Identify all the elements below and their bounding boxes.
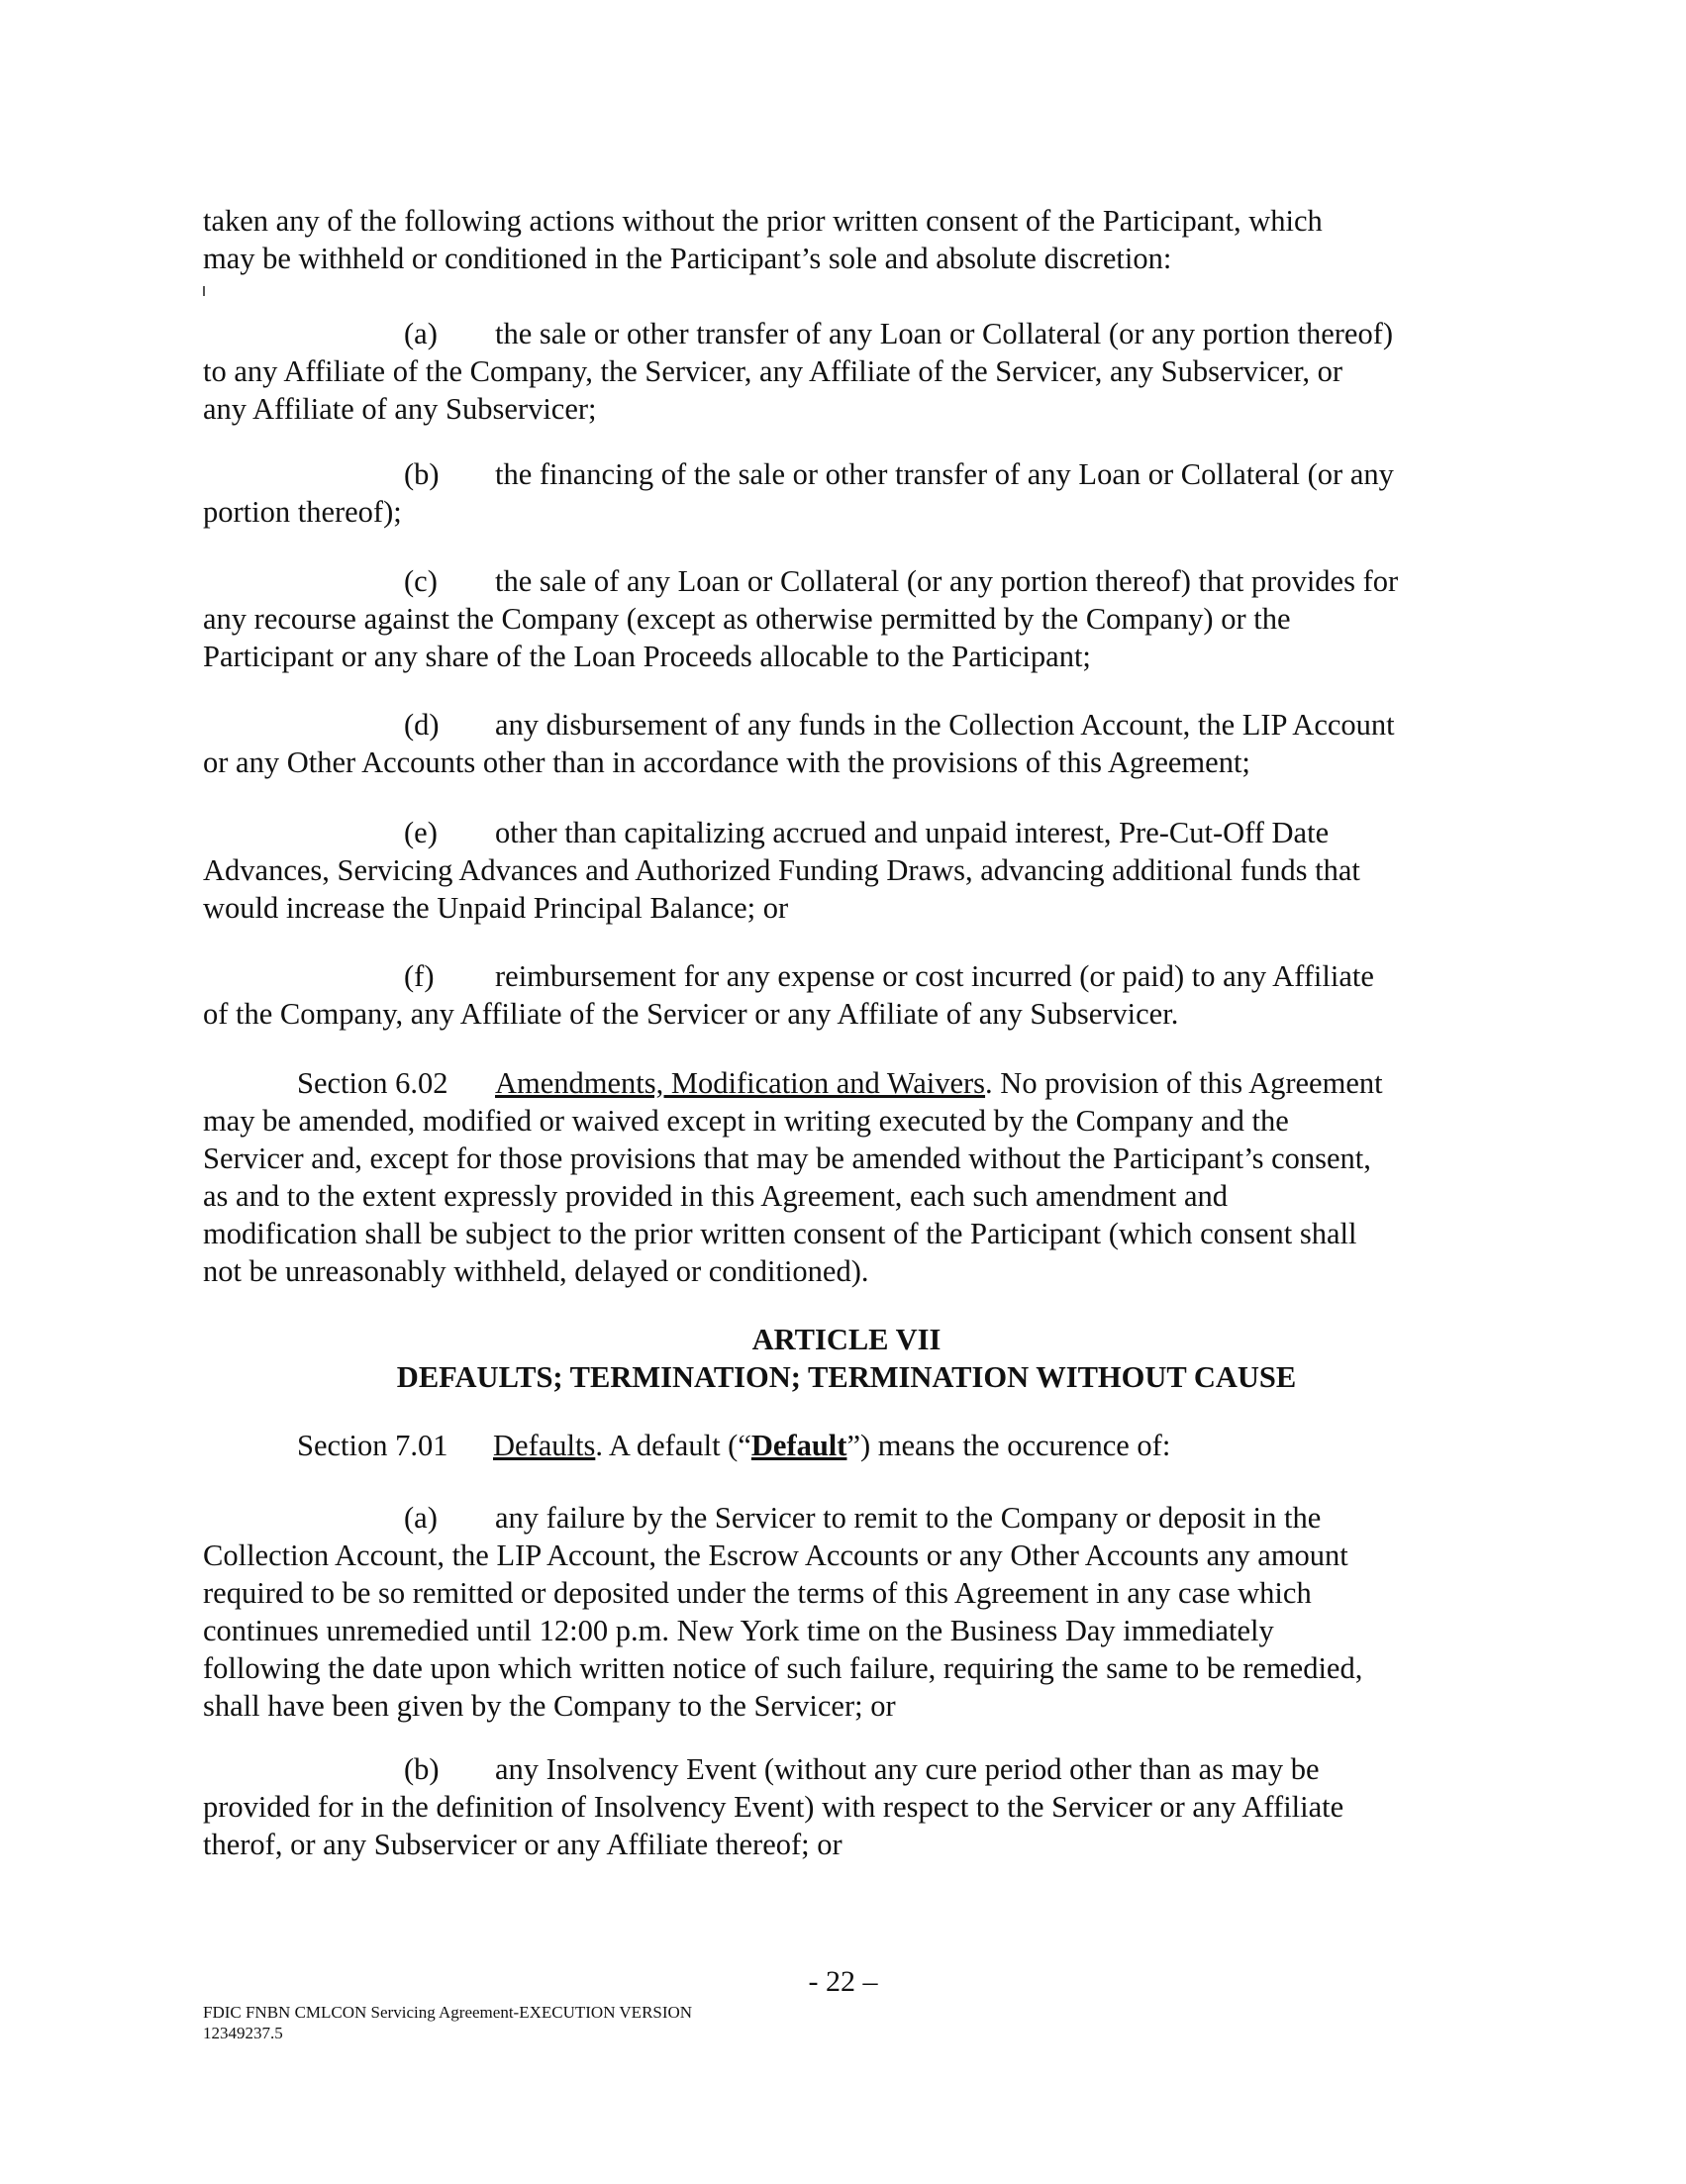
item-label: (c) [404,564,438,598]
margin-mark [203,286,205,296]
intro-line-1: taken any of the following actions without the prior written consent of the Participant, which [203,204,1323,238]
item-label: (b) [404,1752,440,1786]
footer-doc-number: 12349237.5 [203,2024,283,2042]
item-line: of the Company, any Affiliate of the Servicer or any Affiliate of any Subservicer. [203,997,1179,1031]
item-line: to any Affiliate of the Company, the Servicer, any Affiliate of the Servicer, any Subservicer, or [203,354,1343,388]
list-item-c [203,562,1490,675]
item-line: or any Other Accounts other than in accordance with the provisions of this Agreement; [203,745,1250,779]
item-line: would increase the Unpaid Principal Balance; or [203,891,789,925]
item-line: provided for in the definition of Insolvency Event) with respect to the Servicer or any Affiliate [203,1790,1344,1824]
item-line: any Affiliate of any Subservicer; [203,392,597,426]
item-line: portion thereof); [203,495,402,529]
item-first-line: any failure by the Servicer to remit to the Company or deposit in the [495,1501,1322,1535]
section-title: Amendments, Modification and Waivers [495,1066,986,1100]
list-item-f [203,957,1490,1033]
item-line: therof, or any Subservicer or any Affiliate thereof; or [203,1828,843,1861]
intro-line-2: may be withheld or conditioned in the Participant’s sole and absolute discretion: [203,242,1172,275]
article-number: ARTICLE VII [751,1323,942,1356]
section-mid: . A default (“ [595,1429,751,1462]
item-line: required to be so remitted or deposited under the terms of this Agreement in any case which [203,1576,1312,1610]
item-line: Participant or any share of the Loan Proceeds allocable to the Participant; [203,640,1091,673]
item-label: (b) [404,457,440,491]
intro-paragraph [203,202,1490,277]
item-line: continues unremedied until 12:00 p.m. New York time on the Business Day immediately [203,1614,1274,1647]
list-item-a [203,315,1490,428]
item-label: (f) [404,959,435,993]
page-number: - 22 – [808,1965,878,1998]
section-line: modification shall be subject to the prior written consent of the Participant (which consent shall [203,1217,1357,1250]
item-label: (e) [404,816,438,849]
item-label: (a) [404,1501,438,1535]
section-line: as and to the extent expressly provided in this Agreement, each such amendment and [203,1179,1229,1213]
defined-term: Default [750,1429,847,1462]
list-item-b [203,455,1490,531]
item-first-line: reimbursement for any expense or cost incurred (or paid) to any Affiliate [495,959,1374,993]
section-tail: ”) means the occurence of: [846,1429,1171,1462]
item-line: any recourse against the Company (except as otherwise permitted by the Company) or the [203,602,1291,636]
footer-doc-title: FDIC FNBN CMLCON Servicing Agreement-EXECUTION VERSION [203,2003,693,2022]
default-item-b [203,1750,1490,1863]
section-number: Section 7.01 [297,1429,448,1462]
section-7-01 [203,1427,1490,1464]
item-line: shall have been given by the Company to the Servicer; or [203,1689,896,1723]
item-label: (a) [404,317,438,350]
item-first-line: any disbursement of any funds in the Collection Account, the LIP Account [495,708,1395,742]
section-number: Section 6.02 [297,1066,448,1100]
item-first-line: the sale or other transfer of any Loan or Collateral (or any portion thereof) [495,317,1394,350]
section-first-tail: . No provision of this Agreement [985,1066,1383,1100]
item-label: (d) [404,708,440,742]
item-line: Advances, Servicing Advances and Authorized Funding Draws, advancing additional funds that [203,853,1360,887]
section-line: Servicer and, except for those provisions that may be amended without the Participant’s consent, [203,1142,1371,1175]
item-first-line: the financing of the sale or other transfer of any Loan or Collateral (or any [495,457,1394,491]
section-title: Defaults [493,1429,596,1462]
article-title: DEFAULTS; TERMINATION; TERMINATION WITHOUT CAUSE [396,1360,1297,1394]
item-first-line: the sale of any Loan or Collateral (or any portion thereof) that provides for [495,564,1399,598]
default-item-a [203,1499,1490,1725]
item-line: following the date upon which written notice of such failure, requiring the same to be remedied, [203,1651,1363,1685]
article-heading [203,1321,1490,1396]
item-first-line: any Insolvency Event (without any cure period other than as may be [495,1752,1320,1786]
section-line: may be amended, modified or waived except in writing executed by the Company and the [203,1104,1289,1138]
list-item-e [203,814,1490,927]
item-first-line: other than capitalizing accrued and unpaid interest, Pre-Cut-Off Date [495,816,1330,849]
item-line: Collection Account, the LIP Account, the Escrow Accounts or any Other Accounts any amount [203,1539,1348,1572]
section-line: not be unreasonably withheld, delayed or conditioned). [203,1254,869,1288]
list-item-d [203,706,1490,781]
section-6-02 [203,1064,1490,1290]
